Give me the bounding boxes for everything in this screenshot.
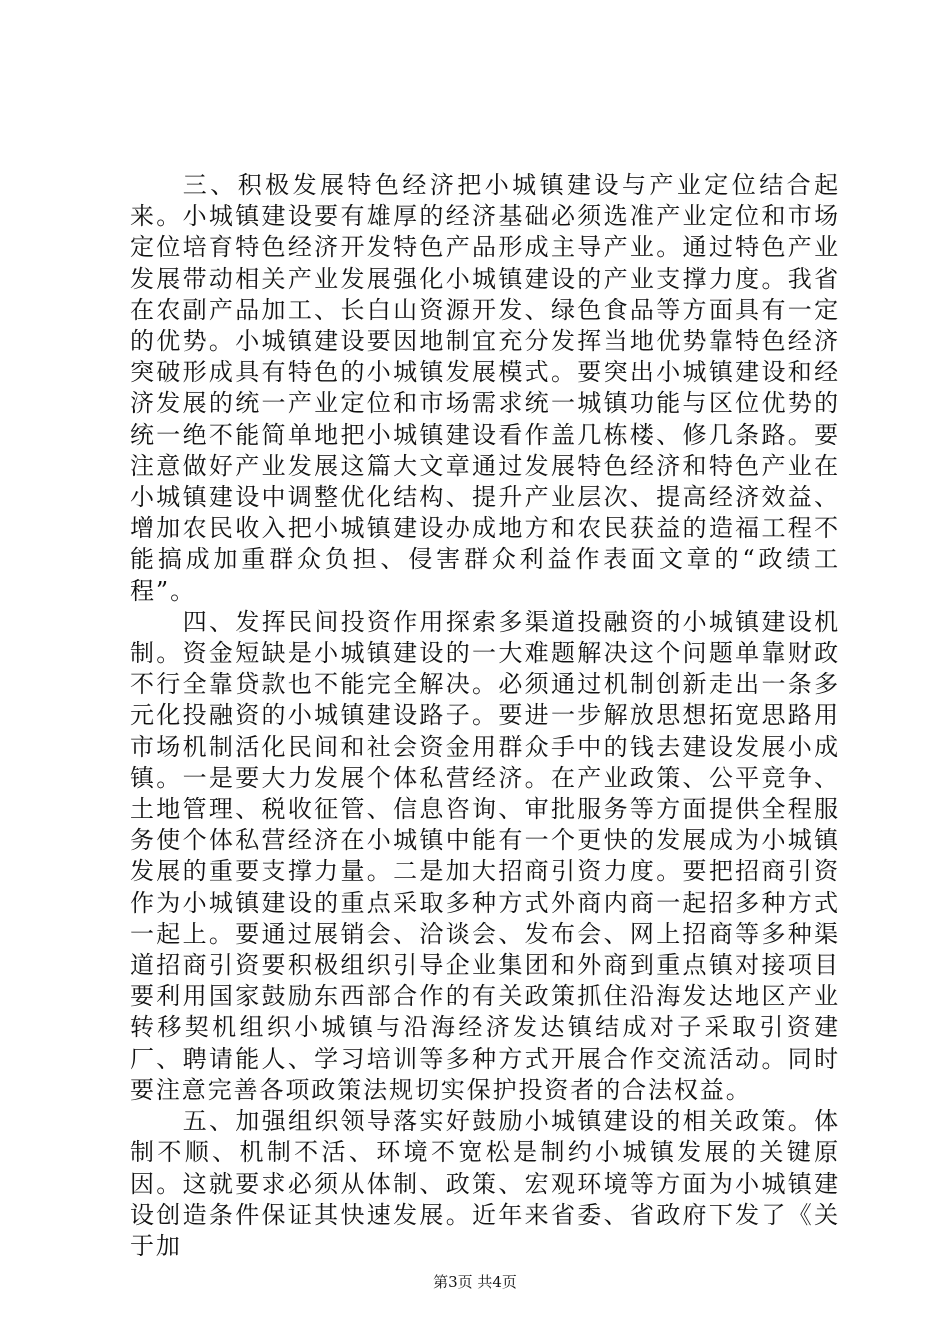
paragraph-4: 四、发挥民间投资作用探索多渠道投融资的小城镇建设机制。资金短缺是小城镇建设的一大难题解决这个问题单靠财政不行全靠贷款也不能完全解决。必须通过机制创新走出一条多元化投融资的小城镇建设路子。要进一步解放思想拓宽思路用市场机制活化民间和社会资金用群众手中的钱去建设发展小成镇。一是要大力发展个体私营经济。在产业政策、公平竞争、土地管理、税收征管、信息咨询、审批服务等方面提供全程服务使个体私营经济在小城镇中能有一个更快的发展成为小城镇发展的重要支撑力量。二是加大招商引资力度。要把招商引资作为小城镇建设的重点采取多种方式外商内商一起招多种方式一起上。要通过展销会、洽谈会、发布会、网上招商等多种渠道招商引资要积极组织引导企业集团和外商到重点镇对接项目要利用国家鼓励东西部合作的有关政策抓住沿海发达地区产业转移契机组织小城镇与沿海经济发达镇结成对子采取引资建厂、聘请能人、学习培训等多种方式开展合作交流活动。同时要注意完善各项政策法规切实保护投资者的合法权益。	[130, 607, 840, 1104]
document-body	[130, 170, 840, 1262]
page-footer: 第3页 共4页	[433, 1273, 517, 1291]
paragraph-3: 三、积极发展特色经济把小城镇建设与产业定位结合起来。小城镇建设要有雄厚的经济基础必须选准产业定位和市场定位培育特色经济开发特色产品形成主导产业。通过特色产业发展带动相关产业发展强化小城镇建设的产业支撑力度。我省在农副产品加工、长白山资源开发、绿色食品等方面具有一定的优势。小城镇建设要因地制宜充分发挥当地优势靠特色经济突破形成具有特色的小城镇发展模式。要突出小城镇建设和经济发展的统一产业定位和市场需求统一城镇功能与区位优势的统一绝不能简单地把小城镇建设看作盖几栋楼、修几条路。要注意做好产业发展这篇大文章通过发展特色经济和特色产业在小城镇建设中调整优化结构、提升产业层次、提高经济效益、增加农民收入把小城镇建设办成地方和农民获益的造福工程不能搞成加重群众负担、侵害群众利益作表面文章的“政绩工程”。	[130, 171, 840, 605]
paragraph-5: 五、加强组织领导落实好鼓励小城镇建设的相关政策。体制不顺、机制不活、环境不宽松是制约小城镇发展的关键原因。这就要求必须从体制、政策、宏观环境等方面为小城镇建设创造条件保证其快速发展。近年来省委、省政府下发了《关于加	[130, 1107, 840, 1260]
